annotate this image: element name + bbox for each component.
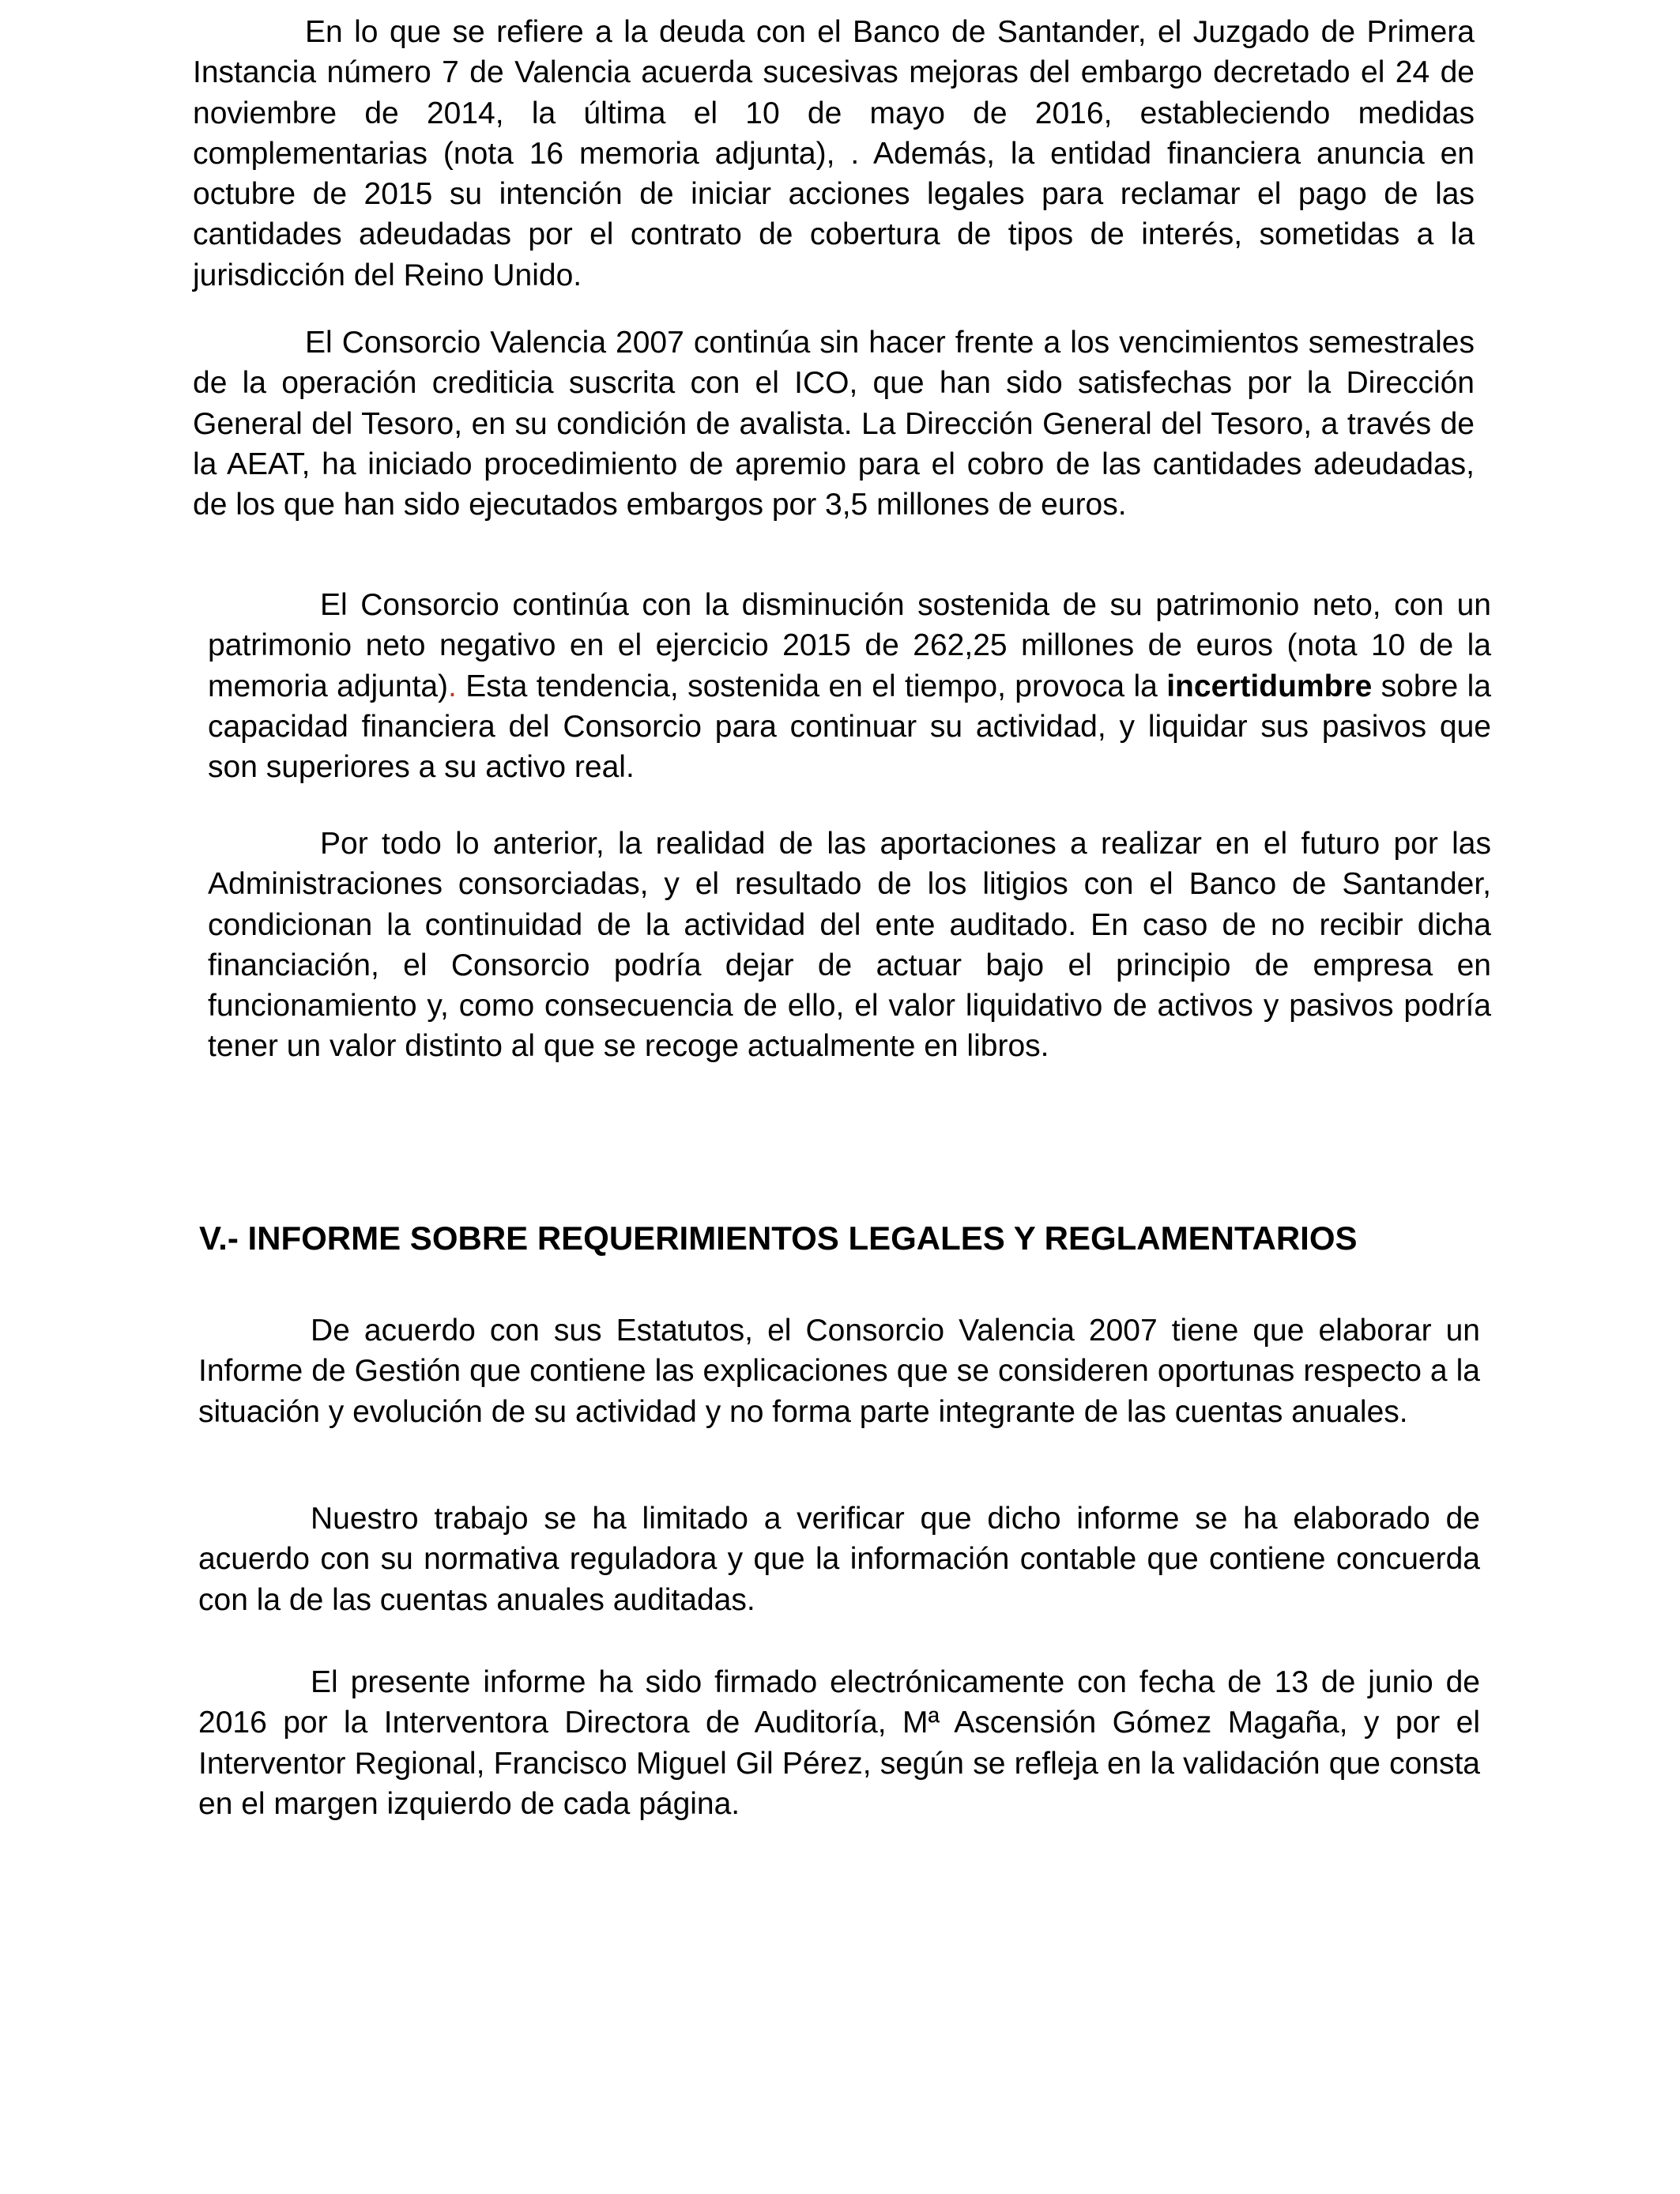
paragraph-text: Esta tendencia, sostenida en el tiempo, provoca la xyxy=(456,669,1167,703)
section-heading: V.- INFORME SOBRE REQUERIMIENTOS LEGALES Y REGLAMENTARIOS xyxy=(199,1220,1358,1257)
paragraph-santander-debt xyxy=(193,12,1475,296)
paragraph-text: sobre la capacidad financiera del Consorcio para continuar su actividad, y liquidar sus pasivos que son superiores a su activo real. xyxy=(208,669,1491,785)
paragraph-our-work xyxy=(198,1498,1480,1620)
paragraph-text: De acuerdo con sus Estatutos, el Consorcio Valencia 2007 tiene que elaborar un Informe de Gestión que contiene las explicaciones que se consideren oportunas respecto a la situación y evolución de su actividad y no forma parte integrante de las cuentas anuales. xyxy=(198,1314,1480,1429)
paragraph-text: El presente informe ha sido firmado electrónicamente con fecha de 13 de junio de 2016 por la Interventora Directora de Auditoría, Mª Ascensión Gómez Magaña, y por el Interventor Regional, Francisco Miguel Gil Pérez, según se refleja en la validación que consta en el margen izquierdo de cada página. xyxy=(198,1665,1480,1821)
paragraph-text: En lo que se refiere a la deuda con el Banco de Santander, el Juzgado de Primera Instancia número 7 de Valencia acuerda sucesivas mejoras del embargo decretado el 24 de noviembre de 2014, la última el 10 de mayo de 2016, estableciendo medidas complementarias (nota 16 memoria adjunta), . Además, la entidad financiera anuncia en octubre de 2015 su intención de iniciar acciones legales para reclamar el pago de las cantidades adeudadas por el contrato de cobertura de tipos de interés, sometidas a la jurisdicción del Reino Unido. xyxy=(193,15,1475,292)
bold-keyword: incertidumbre xyxy=(1166,669,1373,703)
paragraph-uncertainty xyxy=(208,585,1491,787)
paragraph-text: El Consorcio continúa con la disminución sostenida de su patrimonio neto, con un patrimonio neto negativo en el ejercicio 2015 de 262,25 millones de euros (nota 10 de la memoria adjunta) xyxy=(208,588,1491,703)
paragraph-text: El Consorcio Valencia 2007 continúa sin hacer frente a los vencimientos semestrales de la operación crediticia suscrita con el ICO, que han sido satisfechas por la Dirección General del Tesoro, en su condición de avalista. La Dirección General del Tesoro, a través de la AEAT, ha iniciado procedimiento de apremio para el cobro de las cantidades adeudadas, de los que han sido ejecutados embargos por 3,5 millones de euros. xyxy=(193,326,1475,522)
paragraph-statutes xyxy=(198,1310,1480,1432)
paragraph-signature xyxy=(198,1662,1480,1824)
paragraph-ico-credit xyxy=(193,322,1475,525)
paragraph-going-concern xyxy=(208,824,1491,1067)
paragraph-text: Nuestro trabajo se ha limitado a verificar que dicho informe se ha elaborado de acuerdo con su normativa reguladora y que la información contable que contiene concuerda con la de las cuentas anuales auditadas. xyxy=(198,1502,1480,1617)
paragraph-text: Por todo lo anterior, la realidad de las aportaciones a realizar en el futuro por las Administraciones consorciadas, y el resultado de los litigios con el Banco de Santander, condicionan la continuidad de la actividad del ente auditado. En caso de no recibir dicha financiación, el Consorcio podría dejar de actuar bajo el principio de empresa en funcionamiento y, como consecuencia de ello, el valor liquidativo de activos y pasivos podría tener un valor distinto al que se recoge actualmente en libros. xyxy=(208,827,1491,1064)
highlight-dot: . xyxy=(448,669,457,703)
